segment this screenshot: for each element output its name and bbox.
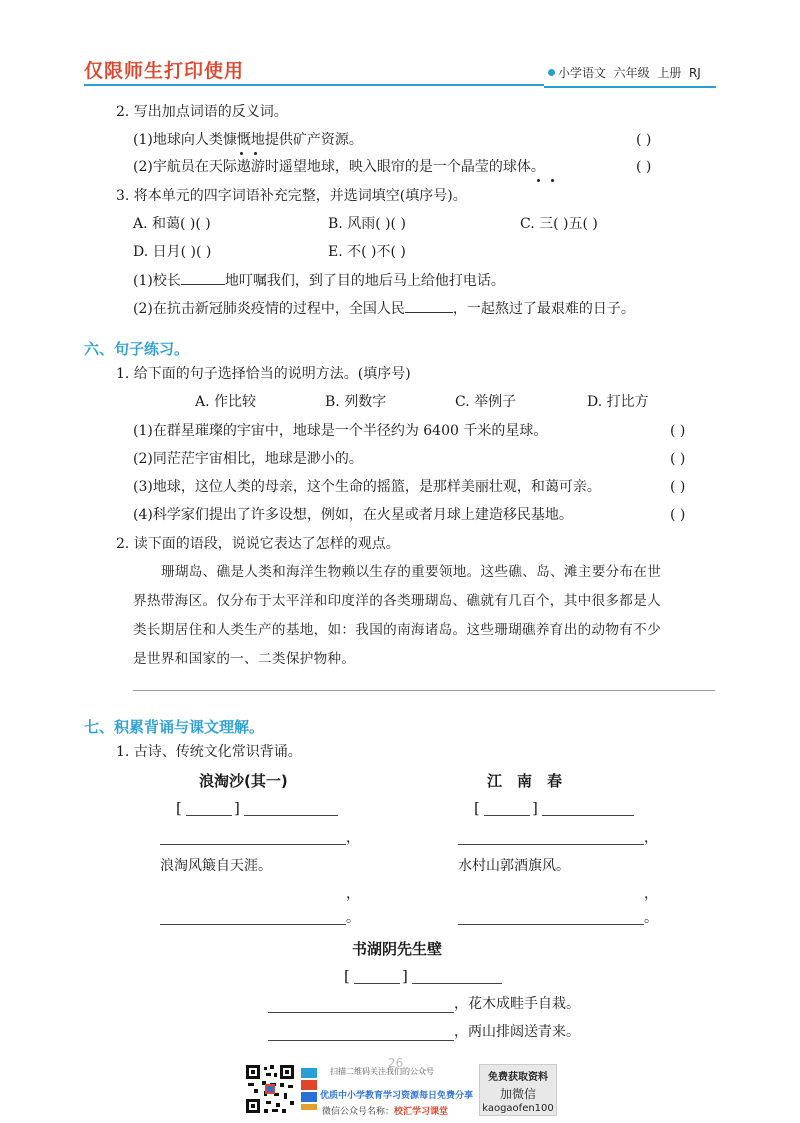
s6-q1-title: 1. 给下面的句子选择恰当的说明方法。(填序号) — [116, 366, 411, 382]
s6-item-3: (3)地球，这位人类的母亲，这个生命的摇篮，是那样美丽壮观，和蔼可亲。 — [133, 479, 601, 495]
sentence-start: (2)在抗击新冠肺炎疫情的过程中，全国人民 — [133, 301, 405, 317]
poem3-line-1: ，花木成畦手自栽。 — [454, 996, 580, 1012]
badge-mid: 加微信 — [499, 1087, 536, 1101]
s6-item-1: (1)在群星璀璨的宇宙中，地球是一个半径约为 6400 千米的星球。 — [133, 423, 548, 439]
q3-title: 3. 将本单元的四字词语补充完整，并选词填空(填序号)。 — [116, 188, 467, 204]
poem1-line-2: 浪淘风簸自天涯。 — [160, 858, 272, 874]
answer-paren[interactable]: ( ) — [670, 507, 686, 523]
q3-option-a: A. 和蔼( )( ) — [133, 216, 211, 232]
badge-top: 免费获取资料 — [488, 1072, 548, 1083]
section-6-title: 六、句子练习。 — [84, 340, 190, 358]
poem-line-blank[interactable] — [458, 844, 644, 845]
poem2-line-2: 水村山郭酒旗风。 — [458, 858, 570, 874]
period: 。 — [644, 910, 658, 926]
q3-option-b: B. 风雨( )( ) — [328, 216, 406, 232]
poem-line-blank[interactable] — [160, 924, 346, 925]
fill-blank[interactable] — [405, 298, 453, 313]
section-7-title: 七、积累背诵与课文理解。 — [84, 718, 265, 736]
s6-item-4: (4)科学家们提出了许多设想，例如，在火星或者月球上建造移民基地。 — [133, 507, 573, 523]
method-a: A. 作比较 — [195, 394, 257, 410]
poem3-line-2: ，两山排闼送青来。 — [454, 1024, 580, 1040]
comma: ， — [346, 886, 360, 902]
period: 。 — [346, 910, 360, 926]
page-number: 26 — [388, 1056, 404, 1070]
logo-icon — [299, 1066, 319, 1112]
sentence-end: ，一起熬过了最艰难的日子。 — [452, 301, 635, 317]
wechat-badge[interactable] — [479, 1064, 557, 1116]
qr-code[interactable] — [244, 1063, 296, 1115]
q3-option-c: C. 三( )五( ) — [520, 216, 598, 232]
s6-q2-title: 2. 读下面的语段，说说它表达了怎样的观点。 — [116, 536, 400, 552]
poem-line-blank[interactable] — [268, 1040, 454, 1041]
volume: 上册 — [657, 66, 682, 80]
sentence-end: 地叮嘱我们，到了目的地后马上给他打电话。 — [224, 273, 505, 289]
poem-line-blank[interactable] — [458, 924, 644, 925]
q3-sentence-2 — [133, 298, 635, 319]
qr-code-icon — [244, 1063, 296, 1115]
subject: 小学语文 — [558, 66, 607, 80]
bracket-right: ] — [532, 799, 538, 817]
answer-paren[interactable]: ( ) — [670, 423, 686, 439]
q2-title: 2. 写出加点词语的反义词。 — [116, 104, 288, 120]
author-blank[interactable] — [542, 815, 634, 816]
poem3-title: 书湖阴先生壁 — [352, 940, 443, 958]
sentence-start: (1)校长 — [133, 273, 181, 289]
method-c: C. 举例子 — [455, 394, 517, 410]
comma: ， — [644, 830, 658, 846]
account-label: 微信公众号名称： — [322, 1107, 395, 1117]
header-rule — [84, 84, 544, 86]
dynasty-blank[interactable] — [354, 983, 400, 984]
author-blank[interactable] — [244, 815, 338, 816]
header-info — [548, 64, 701, 81]
s7-q1-title: 1. 古诗、传统文化常识背诵。 — [116, 744, 302, 760]
bracket-left: [ — [176, 799, 182, 817]
bullet-icon — [548, 69, 555, 76]
bracket-right: ] — [402, 967, 408, 985]
dynasty-blank[interactable] — [484, 815, 530, 816]
bracket-right: ] — [234, 799, 240, 817]
poem-line-blank[interactable] — [268, 1012, 454, 1013]
q2-item-1: (1)地球向人类慷慨地提供矿产资源。 — [133, 132, 363, 148]
poem-line-blank[interactable] — [160, 844, 346, 845]
promo-text: 优质中小学教育学习资源每日免费分享 — [320, 1091, 474, 1101]
scan-hint: 扫描二维码关注我们的公众号 — [330, 1067, 434, 1076]
bracket-left: [ — [474, 799, 480, 817]
grade: 六年级 — [613, 66, 650, 80]
q3-sentence-1 — [133, 270, 505, 291]
comma: ， — [346, 830, 360, 846]
bracket-left: [ — [344, 967, 350, 985]
account-line — [322, 1104, 448, 1117]
passage-line: 珊瑚岛、礁是人类和海洋生物赖以生存的重要领地。这些礁、岛、滩主要分布在世 — [161, 564, 662, 580]
answer-paren[interactable]: ( ) — [670, 451, 686, 467]
answer-paren[interactable]: ( ) — [670, 479, 686, 495]
fill-blank[interactable] — [181, 270, 225, 285]
passage-line: 界热带海区。仅分布于太平洋和印度洋的各类珊瑚岛、礁就有几百个，其中很多都是人 — [133, 593, 661, 609]
passage-line: 类长期居住和人类生产的基地，如：我国的南海诸岛。这些珊瑚礁养育出的动物有不少 — [133, 622, 661, 638]
s6-item-2: (2)同茫茫宇宙相比，地球是渺小的。 — [133, 451, 363, 467]
account-name: 校汇学习课堂 — [394, 1107, 449, 1117]
answer-paren[interactable]: ( ) — [636, 132, 652, 148]
passage-line: 是世界和国家的一、二类保护物种。 — [133, 651, 356, 667]
q3-option-d: D. 日月( )( ) — [133, 244, 212, 260]
author-blank[interactable] — [412, 983, 502, 984]
q3-option-e: E. 不( )不( ) — [328, 244, 406, 260]
method-d: D. 打比方 — [587, 394, 649, 410]
poem2-title: 江 南 春 — [487, 772, 563, 790]
method-b: B. 列数字 — [325, 394, 387, 410]
poem1-title: 浪淘沙(其一) — [199, 772, 288, 790]
dynasty-blank[interactable] — [186, 815, 232, 816]
answer-line[interactable] — [133, 690, 715, 691]
comma: ， — [644, 886, 658, 902]
badge-id: kaogaofen100 — [482, 1103, 554, 1114]
reading-passage — [133, 558, 723, 674]
watermark-header: 仅限师生打印使用 — [84, 60, 245, 82]
answer-paren[interactable]: ( ) — [636, 159, 652, 175]
edition: RJ — [688, 66, 701, 80]
q2-item-2: (2)宇航员在天际遨游时遥望地球，映入眼帘的是一个晶莹的球体。 — [133, 159, 545, 175]
